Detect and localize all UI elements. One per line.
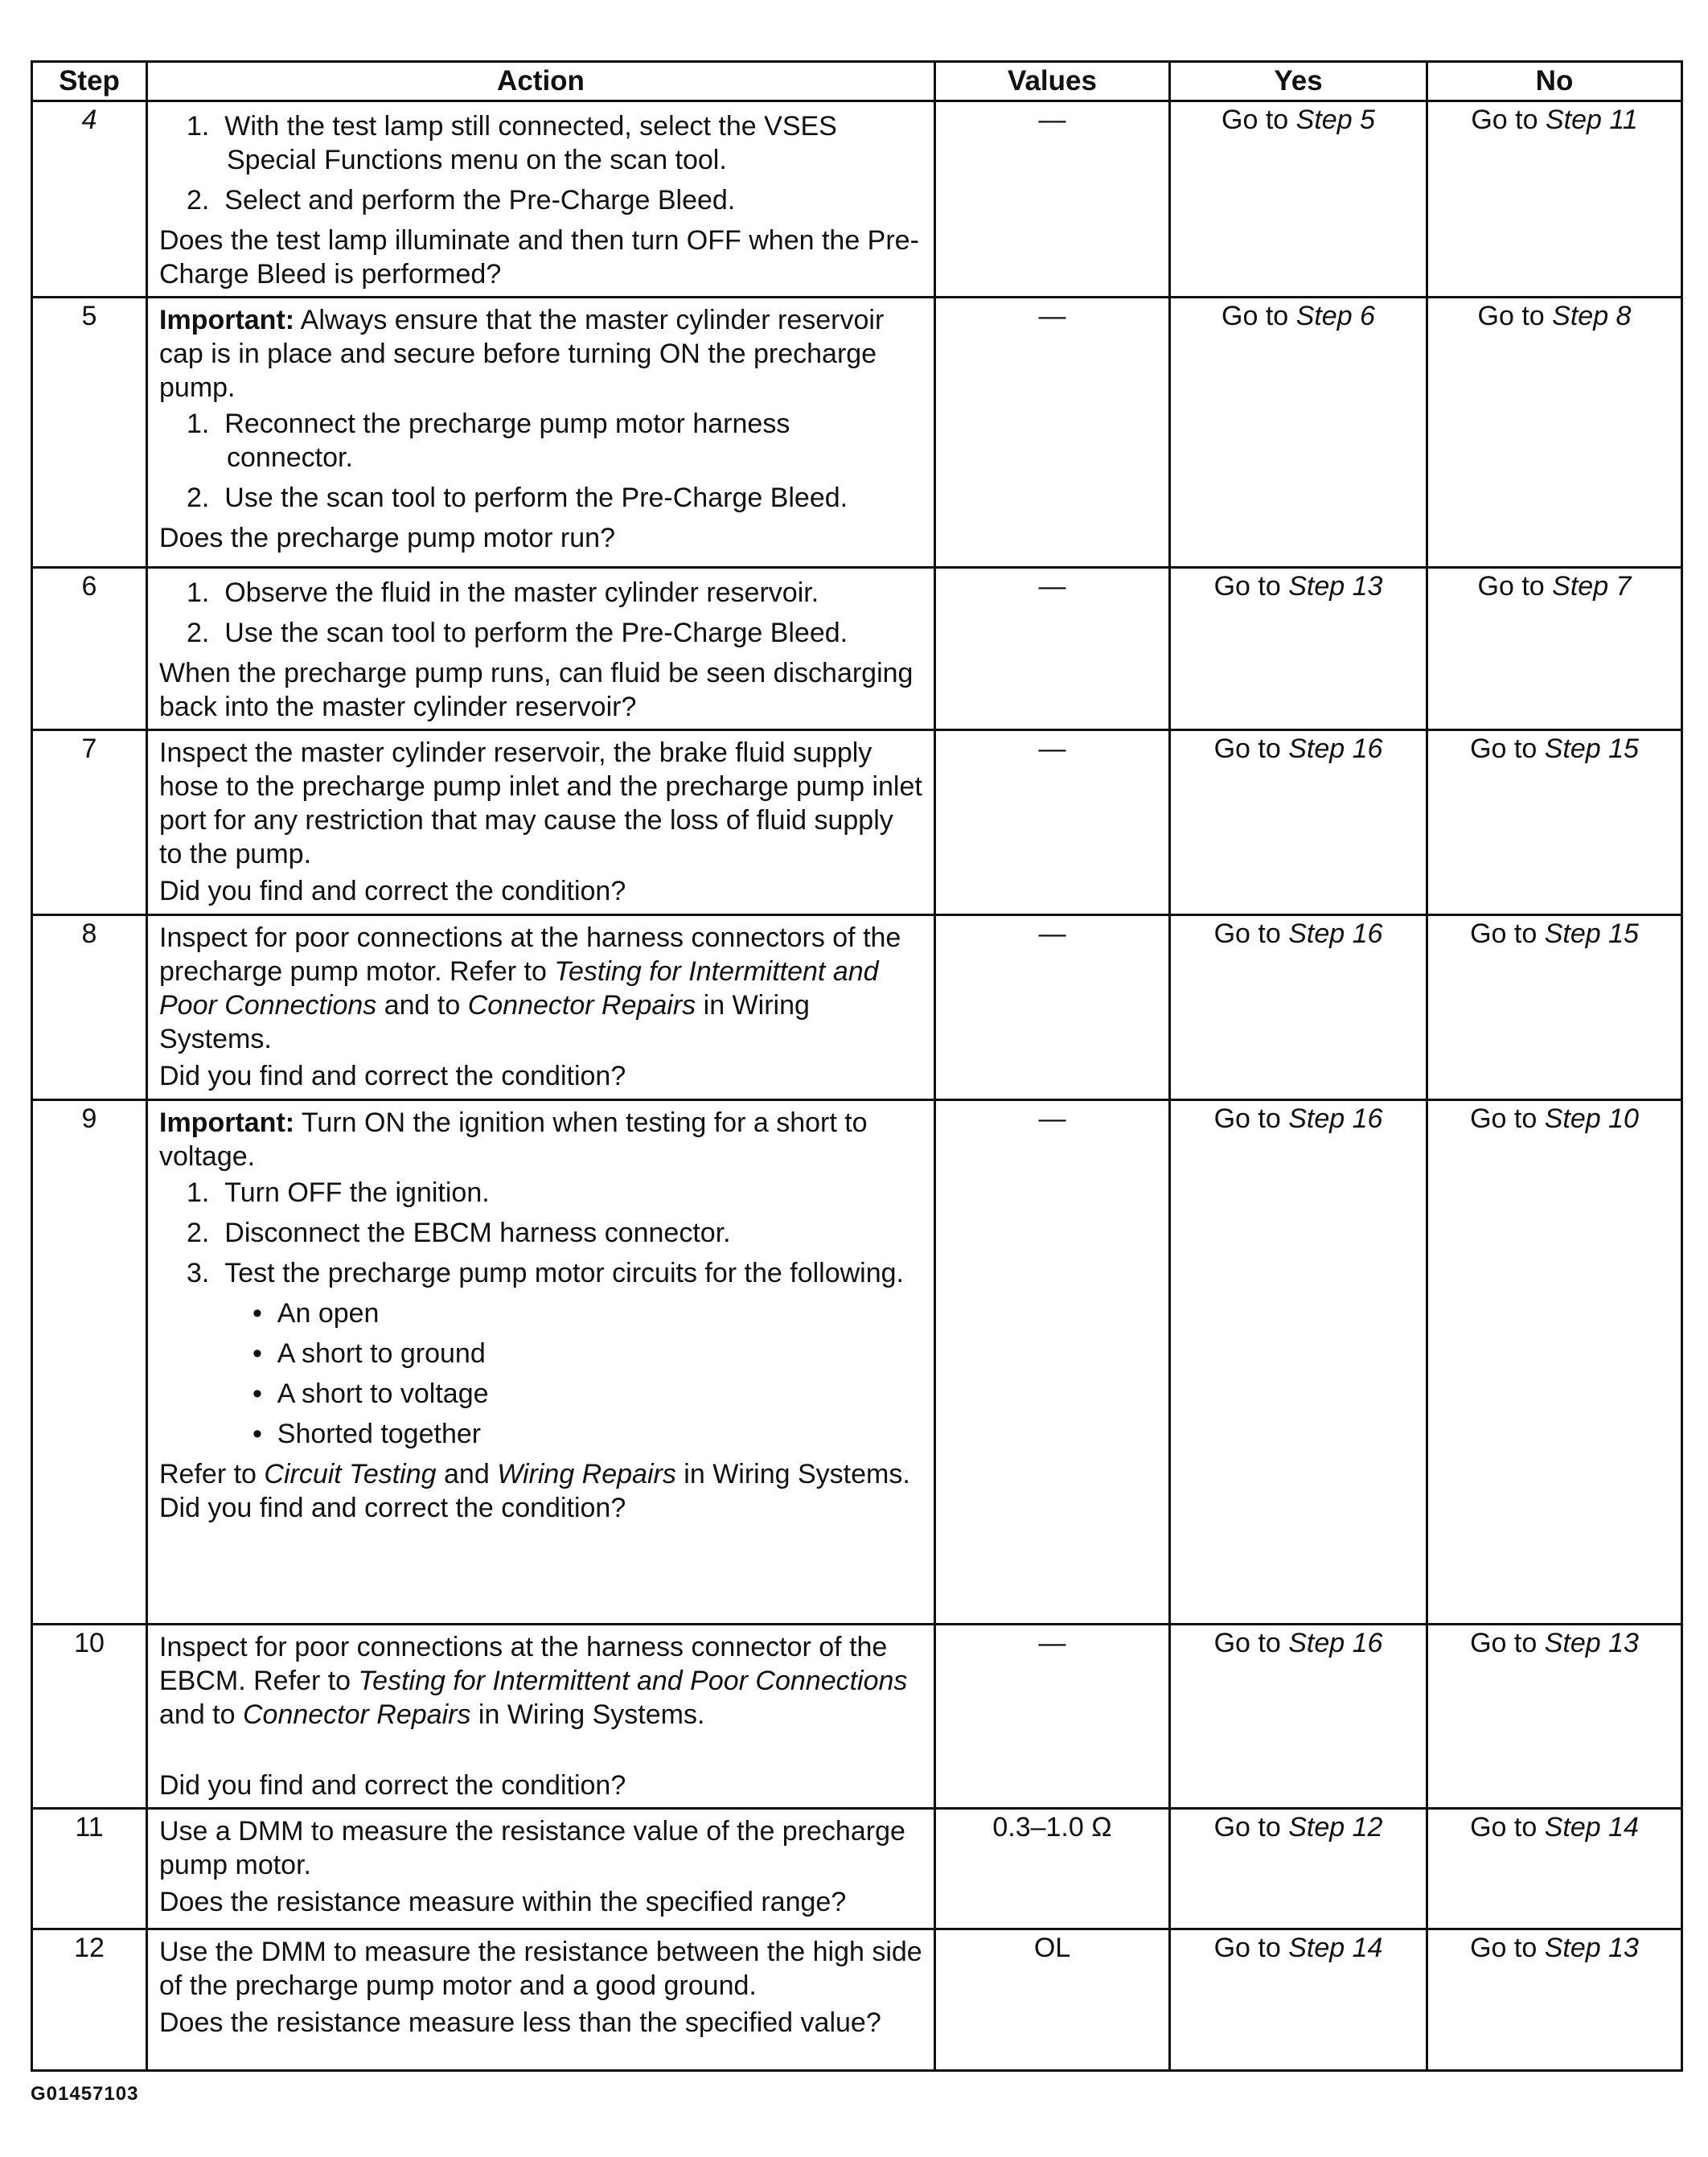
no-cell [1427, 1929, 1682, 2071]
go-to-label: Go to [1470, 1933, 1538, 1963]
go-to-label: Go to [1221, 105, 1289, 135]
step-reference: Step 11 [1545, 105, 1638, 135]
text-run: Did you find and correct the condition? [159, 1061, 626, 1091]
header-values: Values [935, 62, 1170, 101]
step-reference: Step 13 [1288, 571, 1383, 602]
bullet-item [159, 1337, 922, 1370]
text-run: Reconnect the precharge pump motor harness connector. [224, 409, 790, 473]
step-reference: Step 16 [1288, 1103, 1383, 1134]
text-run: Does the precharge pump motor run? [159, 523, 615, 553]
step-number: 9 [32, 1100, 147, 1625]
go-to-label: Go to [1213, 1103, 1281, 1134]
step-number: 11 [32, 1809, 147, 1929]
go-to-label: Go to [1470, 1103, 1538, 1134]
table-row [32, 1809, 1682, 1929]
step-number: 5 [32, 298, 147, 568]
text-run: Test the precharge pump motor circuits for the following. [224, 1258, 904, 1288]
item-number: 2. [187, 618, 210, 648]
action-text [159, 921, 922, 1056]
item-number: 3. [187, 1258, 210, 1288]
action-text [159, 303, 922, 405]
yes-cell [1170, 1625, 1427, 1809]
item-number: 2. [187, 1218, 210, 1248]
table-row [32, 915, 1682, 1100]
value-cell: — [935, 1100, 1170, 1625]
text-run: and [436, 1459, 498, 1489]
step-number: 4 [32, 101, 147, 298]
yes-cell [1170, 298, 1427, 568]
action-cell [147, 730, 935, 915]
go-to-label: Go to [1470, 1628, 1538, 1658]
table-body [32, 101, 1682, 2071]
numbered-item [159, 1216, 922, 1250]
text-run: and to [376, 990, 468, 1021]
go-to-label: Go to [1213, 918, 1281, 949]
question-text [159, 874, 922, 908]
question-text [159, 2006, 922, 2040]
action-text [159, 1630, 922, 1732]
numbered-item [159, 407, 922, 475]
header-row [32, 62, 1682, 101]
diagnostic-table [31, 60, 1683, 2072]
step-reference: Step 12 [1288, 1812, 1383, 1843]
value-cell: 0.3–1.0 Ω [935, 1809, 1170, 1929]
go-to-label: Go to [1471, 105, 1538, 135]
value-cell: OL [935, 1929, 1170, 2071]
step-reference: Step 14 [1544, 1812, 1639, 1843]
numbered-item [159, 183, 922, 217]
no-cell [1427, 730, 1682, 915]
yes-cell [1170, 568, 1427, 730]
text-run: Use the DMM to measure the resistance between the high side of the precharge pump motor and a good ground. [159, 1937, 922, 2001]
header-no: No [1427, 62, 1682, 101]
step-reference: Step 16 [1288, 918, 1383, 949]
no-cell [1427, 298, 1682, 568]
item-number: 1. [187, 1177, 210, 1208]
value-cell: — [935, 568, 1170, 730]
text-run: With the test lamp still connected, select the VSES Special Functions menu on the scan tool. [224, 111, 837, 175]
text-run: Inspect for poor connections at the harness connectors of the precharge pump motor. Refer to [159, 922, 901, 987]
text-run: Does the resistance measure within the specified range? [159, 1887, 847, 1917]
action-text [159, 1814, 922, 1882]
value-cell: — [935, 101, 1170, 298]
question-text [159, 1059, 922, 1093]
text-run: and to [159, 1699, 243, 1730]
header-action: Action [147, 62, 935, 101]
text-run: A short to ground [277, 1338, 486, 1369]
text-run: Turn ON the ignition when testing for a short to voltage. [159, 1107, 868, 1172]
action-cell [147, 101, 935, 298]
go-to-label: Go to [1477, 571, 1545, 602]
text-run: Disconnect the EBCM harness connector. [224, 1218, 731, 1248]
step-reference: Step 16 [1288, 1628, 1383, 1658]
go-to-label: Go to [1213, 571, 1281, 602]
table-row [32, 1929, 1682, 2071]
bullet-icon: • [253, 1298, 277, 1329]
step-reference: Step 8 [1552, 301, 1632, 331]
step-reference: Step 15 [1544, 918, 1639, 949]
text-run: Did you find and correct the condition? [159, 1493, 626, 1523]
numbered-item [159, 576, 922, 610]
step-reference: Step 7 [1552, 571, 1632, 602]
header-yes: Yes [1170, 62, 1427, 101]
table-row [32, 1100, 1682, 1625]
bullet-icon: • [253, 1378, 277, 1409]
text-run: in Wiring Systems. [675, 1459, 910, 1489]
go-to-label: Go to [1221, 301, 1289, 331]
action-cell [147, 1809, 935, 1929]
reference-title: Wiring Repairs [497, 1459, 676, 1489]
text-run: Refer to [159, 1459, 265, 1489]
yes-cell [1170, 1809, 1427, 1929]
go-to-label: Go to [1213, 1628, 1281, 1658]
text-run: Did you find and correct the condition? [159, 876, 626, 906]
step-number: 6 [32, 568, 147, 730]
action-text [159, 736, 922, 871]
go-to-label: Go to [1470, 1812, 1538, 1843]
bullet-icon: • [253, 1338, 277, 1369]
yes-cell [1170, 915, 1427, 1100]
table-row [32, 298, 1682, 568]
table-row [32, 101, 1682, 298]
spacer [159, 1732, 922, 1765]
value-cell: — [935, 298, 1170, 568]
value-cell: — [935, 915, 1170, 1100]
text-run: Observe the fluid in the master cylinder reservoir. [224, 577, 819, 608]
action-cell [147, 568, 935, 730]
important-label: Important: [159, 305, 295, 335]
item-number: 1. [187, 577, 210, 608]
text-run: in Wiring Systems. [159, 990, 810, 1054]
go-to-label: Go to [1213, 733, 1281, 764]
action-text [159, 1935, 922, 2003]
step-reference: Step 16 [1288, 733, 1383, 764]
text-run: Shorted together [277, 1419, 482, 1449]
question-text [159, 656, 922, 724]
go-to-label: Go to [1213, 1933, 1281, 1963]
bullet-icon: • [253, 1419, 277, 1449]
text-run: A short to voltage [277, 1378, 489, 1409]
item-number: 1. [187, 409, 210, 439]
numbered-item [159, 616, 922, 650]
table-row [32, 730, 1682, 915]
action-text [159, 1491, 922, 1525]
go-to-label: Go to [1470, 918, 1538, 949]
text-run: Use the scan tool to perform the Pre-Charge Bleed. [224, 483, 848, 513]
bullet-item [159, 1377, 922, 1411]
text-run: Inspect for poor connections at the harness connector of the EBCM. Refer to [159, 1632, 888, 1696]
table-row [32, 568, 1682, 730]
no-cell [1427, 101, 1682, 298]
item-number: 2. [187, 483, 210, 513]
bullet-item [159, 1417, 922, 1451]
action-text [159, 1106, 922, 1173]
text-run: in Wiring Systems. [470, 1699, 705, 1730]
go-to-label: Go to [1213, 1812, 1281, 1843]
step-reference: Step 14 [1288, 1933, 1383, 1963]
reference-title: Connector Repairs [242, 1699, 471, 1730]
go-to-label: Go to [1470, 733, 1538, 764]
text-run: Use a DMM to measure the resistance value of the precharge pump motor. [159, 1816, 905, 1880]
action-text [159, 1457, 922, 1491]
no-cell [1427, 1625, 1682, 1809]
step-reference: Step 10 [1544, 1103, 1639, 1134]
step-reference: Step 15 [1544, 733, 1639, 764]
bullet-item [159, 1296, 922, 1330]
text-run: An open [277, 1298, 380, 1329]
step-reference: Step 6 [1295, 301, 1375, 331]
step-reference: Step 13 [1544, 1933, 1639, 1963]
action-cell [147, 1100, 935, 1625]
text-run: Inspect the master cylinder reservoir, the brake fluid supply hose to the precharge pump inlet and the precharge pump inlet port for any restriction that may cause the loss of fluid supply to the pump. [159, 737, 922, 869]
reference-title: Testing for Intermittent and Poor Connections [159, 956, 879, 1021]
important-label: Important: [159, 1107, 295, 1138]
table-row [32, 1625, 1682, 1809]
figure-id: G01457103 [31, 2083, 139, 2105]
step-number: 12 [32, 1929, 147, 2071]
question-text [159, 521, 922, 555]
numbered-item [159, 1176, 922, 1210]
no-cell [1427, 1809, 1682, 1929]
question-text [159, 1769, 922, 1802]
numbered-item [159, 1256, 922, 1290]
text-run: Always ensure that the master cylinder reservoir cap is in place and secure before turning ON the precharge pump. [159, 305, 885, 403]
text-run: Did you find and correct the condition? [159, 1770, 626, 1801]
numbered-item [159, 109, 922, 177]
action-cell [147, 915, 935, 1100]
yes-cell [1170, 1100, 1427, 1625]
numbered-item [159, 481, 922, 515]
step-reference: Step 13 [1544, 1628, 1639, 1658]
step-number: 8 [32, 915, 147, 1100]
no-cell [1427, 1100, 1682, 1625]
no-cell [1427, 568, 1682, 730]
value-cell: — [935, 1625, 1170, 1809]
action-cell [147, 1929, 935, 2071]
text-run: Select and perform the Pre-Charge Bleed. [224, 185, 736, 216]
yes-cell [1170, 1929, 1427, 2071]
question-text [159, 1885, 922, 1919]
step-number: 7 [32, 730, 147, 915]
header-step: Step [32, 62, 147, 101]
text-run: Does the resistance measure less than the specified value? [159, 2007, 881, 2038]
no-cell [1427, 915, 1682, 1100]
go-to-label: Go to [1477, 301, 1545, 331]
action-cell [147, 1625, 935, 1809]
text-run: Use the scan tool to perform the Pre-Charge Bleed. [224, 618, 848, 648]
item-number: 1. [187, 111, 210, 142]
question-text [159, 224, 922, 291]
reference-title: Testing for Intermittent and Poor Connections [358, 1666, 908, 1696]
yes-cell [1170, 101, 1427, 298]
value-cell: — [935, 730, 1170, 915]
action-cell [147, 298, 935, 568]
text-run: Does the test lamp illuminate and then turn OFF when the Pre-Charge Bleed is performed? [159, 225, 919, 290]
reference-title: Circuit Testing [264, 1459, 437, 1489]
item-number: 2. [187, 185, 210, 216]
yes-cell [1170, 730, 1427, 915]
step-number: 10 [32, 1625, 147, 1809]
text-run: Turn OFF the ignition. [224, 1177, 490, 1208]
reference-title: Connector Repairs [467, 990, 696, 1021]
text-run: When the precharge pump runs, can fluid be seen discharging back into the master cylinder reservoir? [159, 658, 914, 722]
step-reference: Step 5 [1295, 105, 1375, 135]
